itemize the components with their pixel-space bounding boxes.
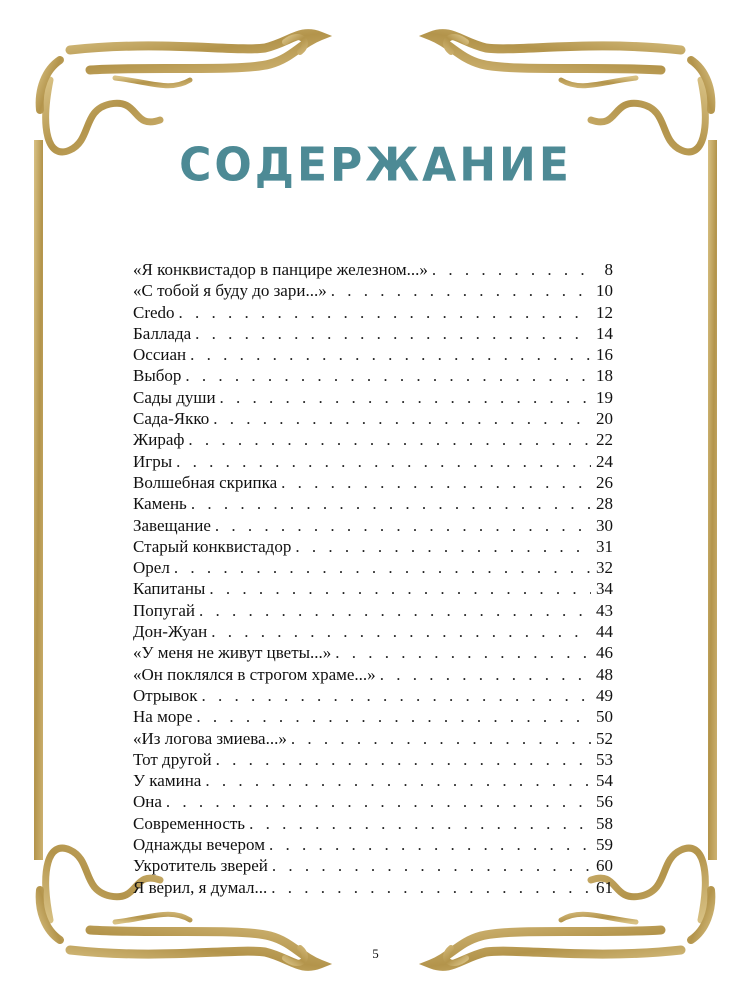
toc-entry[interactable]: [133, 791, 613, 812]
toc-entry-page: 16: [596, 345, 613, 365]
toc-leader-dots: [216, 749, 591, 770]
toc-entry-page: 8: [604, 260, 613, 279]
toc-leader-dots: [176, 451, 591, 472]
table-of-contents: [133, 259, 613, 898]
toc-leader-dots: [335, 642, 591, 663]
toc-entry-title: Попугай: [133, 600, 195, 620]
toc-entry-title: Сады души: [133, 387, 216, 407]
toc-entry-page: 60: [596, 856, 613, 876]
toc-entry[interactable]: [133, 493, 613, 514]
toc-leader-dots: [331, 280, 591, 301]
toc-leader-dots: [174, 557, 591, 578]
toc-entry[interactable]: [133, 451, 613, 472]
page-number: 5: [372, 946, 379, 961]
toc-leader-dots: [199, 600, 591, 621]
toc-leader-dots: [188, 429, 591, 450]
toc-entry-page: 24: [596, 451, 613, 471]
toc-entry-title: Капитаны: [133, 579, 206, 599]
toc-entry-title: Однажды вечером: [133, 835, 265, 855]
toc-entry-title: Укротитель зверей: [133, 856, 268, 876]
toc-entry[interactable]: [133, 642, 613, 663]
toc-leader-dots: [211, 621, 591, 642]
toc-entry[interactable]: [133, 365, 613, 386]
page-title: СОДЕРЖАНИЕ: [179, 138, 572, 193]
toc-entry[interactable]: [133, 515, 613, 536]
toc-entry[interactable]: [133, 749, 613, 770]
toc-leader-dots: [249, 813, 591, 834]
toc-entry-title: Современность: [133, 813, 246, 833]
toc-entry[interactable]: [133, 855, 613, 876]
toc-entry-title: Камень: [133, 494, 187, 514]
toc-entry-title: «С тобой я буду до зари...»: [133, 281, 327, 301]
toc-entry[interactable]: [133, 323, 613, 344]
toc-entry-title: Отрывок: [133, 685, 198, 705]
toc-leader-dots: [179, 302, 591, 323]
toc-entry[interactable]: [133, 770, 613, 791]
toc-entry-page: 49: [596, 685, 613, 705]
toc-entry-title: На море: [133, 707, 193, 727]
toc-entry[interactable]: [133, 536, 613, 557]
toc-leader-dots: [205, 770, 591, 791]
toc-entry[interactable]: [133, 429, 613, 450]
toc-entry-title: Завещание: [133, 515, 211, 535]
toc-entry-title: Выбор: [133, 366, 182, 386]
toc-entry-page: 43: [596, 600, 613, 620]
toc-entry-title: Тот другой: [133, 749, 212, 769]
toc-leader-dots: [202, 685, 591, 706]
toc-entry-page: 22: [596, 430, 613, 450]
toc-entry[interactable]: [133, 664, 613, 685]
toc-entry-title: Она: [133, 792, 162, 812]
toc-entry-title: У камина: [133, 771, 202, 791]
toc-entry[interactable]: [133, 302, 613, 323]
toc-entry[interactable]: [133, 621, 613, 642]
toc-entry-page: 20: [596, 409, 613, 429]
toc-entry-title: Баллада: [133, 323, 192, 343]
toc-entry-page: 58: [596, 813, 613, 833]
toc-leader-dots: [190, 344, 591, 365]
toc-entry-page: 26: [596, 472, 613, 492]
toc-entry[interactable]: [133, 877, 613, 898]
toc-leader-dots: [281, 472, 591, 493]
toc-entry-page: 34: [596, 579, 613, 599]
toc-entry-page: 30: [596, 515, 613, 535]
toc-entry[interactable]: [133, 557, 613, 578]
toc-entry-title: Дон-Жуан: [133, 622, 208, 642]
toc-entry-title: Старый конквистадор: [133, 536, 292, 556]
toc-entry-title: Волшебная скрипка: [133, 472, 278, 492]
toc-entry-page: 53: [596, 749, 613, 769]
toc-entry-title: Credo: [133, 302, 175, 322]
toc-entry[interactable]: [133, 408, 613, 429]
toc-entry-title: «Он поклялся в строгом храме...»: [133, 664, 376, 684]
toc-entry-title: «Я конквистадор в панцире железном...»: [133, 260, 428, 279]
toc-entry[interactable]: [133, 280, 613, 301]
toc-entry[interactable]: [133, 578, 613, 599]
toc-entry-page: 46: [596, 643, 613, 663]
frame-corner-top-left: [40, 34, 320, 152]
toc-entry-title: Я верил, я думал...: [133, 877, 268, 897]
toc-entry[interactable]: [133, 472, 613, 493]
toc-entry-title: «У меня не живут цветы...»: [133, 643, 332, 663]
toc-leader-dots: [291, 728, 591, 749]
toc-entry-page: 32: [596, 558, 613, 578]
toc-entry-page: 56: [596, 792, 613, 812]
toc-entry-page: 10: [596, 281, 613, 301]
toc-leader-dots: [272, 855, 591, 876]
toc-entry-page: 54: [596, 771, 613, 791]
toc-entry[interactable]: [133, 813, 613, 834]
toc-entry[interactable]: [133, 728, 613, 749]
toc-entry-title: «Из логова змиева...»: [133, 728, 287, 748]
toc-leader-dots: [271, 877, 591, 898]
toc-entry-page: 52: [596, 728, 613, 748]
toc-leader-dots: [166, 791, 591, 812]
toc-leader-dots: [295, 536, 591, 557]
toc-entry-page: 48: [596, 664, 613, 684]
toc-entry-title: Орел: [133, 558, 170, 578]
toc-entry[interactable]: [133, 344, 613, 365]
toc-leader-dots: [213, 408, 591, 429]
toc-entry-page: 19: [596, 387, 613, 407]
toc-leader-dots: [432, 259, 591, 280]
toc-entry-page: 18: [596, 366, 613, 386]
toc-entry-page: 12: [596, 302, 613, 322]
toc-entry-page: 59: [596, 835, 613, 855]
toc-entry-page: 44: [596, 622, 613, 642]
toc-leader-dots: [380, 664, 591, 685]
toc-entry[interactable]: [133, 600, 613, 621]
toc-entry-page: 50: [596, 707, 613, 727]
toc-entry[interactable]: [133, 834, 613, 855]
toc-entry-page: 28: [596, 494, 613, 514]
toc-leader-dots: [269, 834, 591, 855]
toc-entry[interactable]: [133, 259, 613, 280]
toc-entry-title: Оссиан: [133, 345, 187, 365]
toc-entry-page: 31: [596, 536, 613, 556]
toc-entry[interactable]: [133, 387, 613, 408]
toc-entry-page: 61: [596, 877, 613, 897]
toc-entry-page: 14: [596, 323, 613, 343]
toc-entry-title: Игры: [133, 451, 173, 471]
toc-entry-title: Жираф: [133, 430, 185, 450]
toc-entry[interactable]: [133, 706, 613, 727]
toc-leader-dots: [220, 387, 591, 408]
toc-entry-title: Сада-Якко: [133, 409, 210, 429]
toc-leader-dots: [209, 578, 591, 599]
toc-leader-dots: [185, 365, 591, 386]
toc-entry[interactable]: [133, 685, 613, 706]
toc-leader-dots: [196, 706, 591, 727]
toc-leader-dots: [215, 515, 591, 536]
toc-leader-dots: [191, 493, 591, 514]
toc-leader-dots: [195, 323, 591, 344]
